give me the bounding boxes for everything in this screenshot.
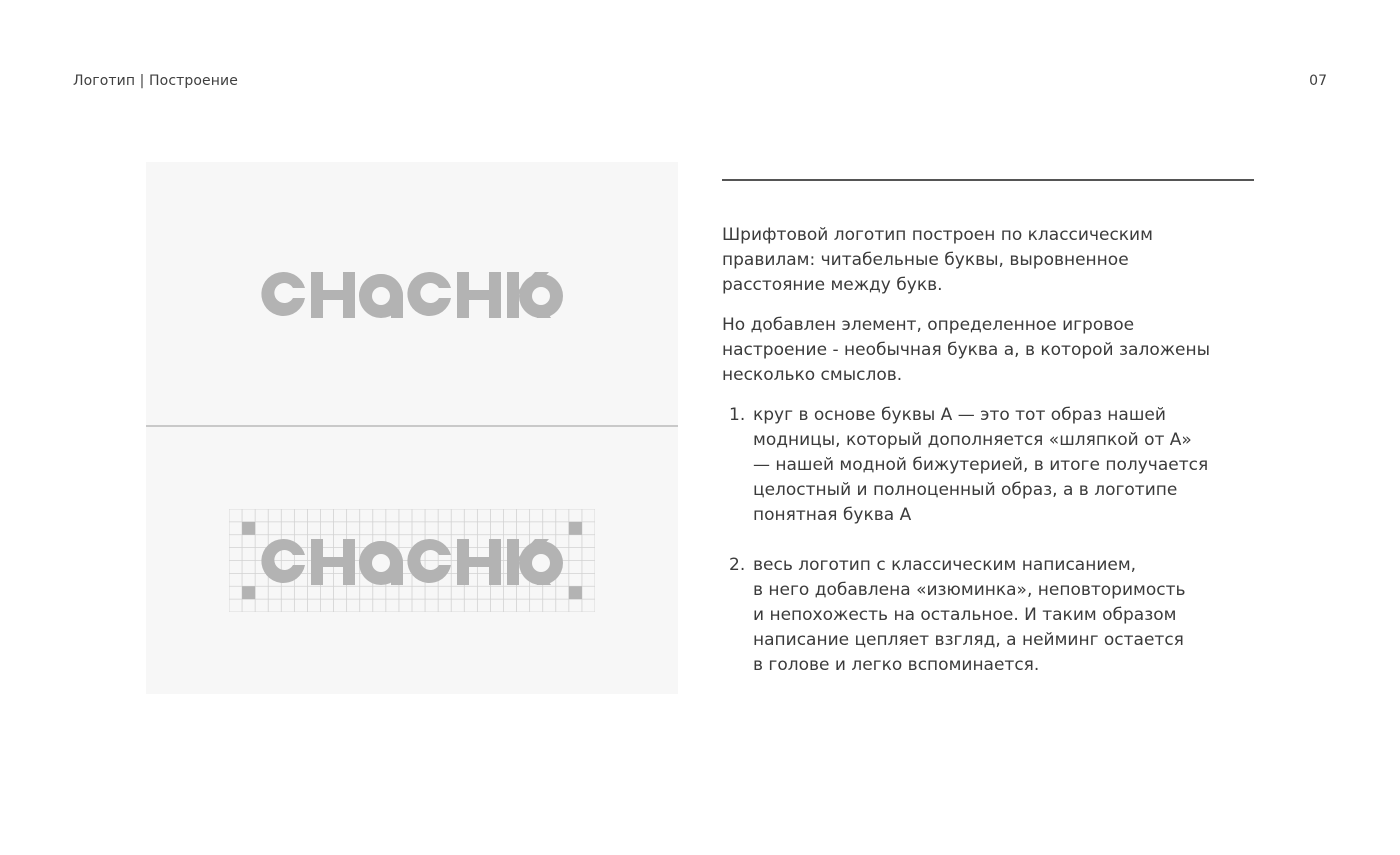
- list-line: круг в основе буквы А — это тот образ нашей: [753, 405, 1166, 425]
- grid-corner-block: [242, 586, 255, 599]
- list-number: 2.: [729, 555, 746, 575]
- paragraph-2: [722, 313, 1262, 388]
- list-line: в него добавлена «изюминка», неповторимость: [753, 580, 1186, 600]
- text-line: расстояние между букв.: [722, 275, 943, 295]
- list-line: — нашей модной бижутерией, в итоге получается: [753, 455, 1209, 475]
- list-line: и непохожесть на остальное. И таким образом: [753, 605, 1177, 625]
- divider-rule: [722, 179, 1254, 181]
- paragraph-1: [722, 223, 1262, 298]
- page-number: 07: [1309, 73, 1327, 89]
- logo-wordmark-on-grid: [259, 535, 569, 587]
- text-line: Шрифтовой логотип построен по классическим: [722, 225, 1153, 245]
- list-line: целостный и полноценный образ, а в логотипе: [753, 480, 1178, 500]
- list-item-2: [722, 553, 1262, 678]
- grid-corner-block: [569, 586, 582, 599]
- logo-panel-grid: [146, 427, 678, 694]
- list-line: модницы, который дополняется «шляпкой от А»: [753, 430, 1192, 450]
- section-title: Логотип | Построение: [73, 73, 238, 89]
- grid-corner-block: [242, 522, 255, 535]
- list-line: написание цепляет взгляд, а нейминг остается: [753, 630, 1184, 650]
- description-text: [722, 223, 1262, 678]
- logo-panel-top: [146, 162, 678, 425]
- grid-corner-block: [569, 522, 582, 535]
- list-line: понятная буква А: [753, 505, 912, 525]
- text-line: правилам: читабельные буквы, выровненное: [722, 250, 1129, 270]
- text-line: Но добавлен элемент, определенное игровое: [722, 315, 1135, 335]
- text-line: несколько смыслов.: [722, 365, 903, 385]
- text-line: настроение - необычная буква а, в которой заложены: [722, 340, 1211, 360]
- list-line: весь логотип с классическим написанием,: [753, 555, 1137, 575]
- list-line: в голове и легко вспоминается.: [753, 655, 1040, 675]
- logo-wordmark: [259, 268, 569, 320]
- list-item-1: [722, 403, 1262, 528]
- list-number: 1.: [729, 405, 746, 425]
